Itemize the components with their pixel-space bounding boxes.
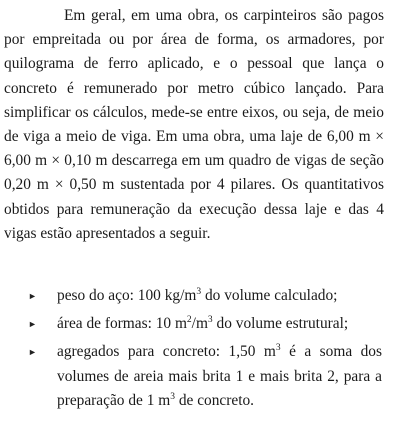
item-text: de concreto. bbox=[174, 391, 255, 409]
item-text: do volume calculado; bbox=[201, 287, 338, 304]
list-item-form-area bbox=[0, 312, 382, 336]
list-item-aggregates bbox=[0, 340, 382, 413]
item-text: do volume estrutural; bbox=[212, 315, 349, 333]
item-text: agregados para concreto: 1,50 m bbox=[57, 343, 276, 361]
superscript: 3 bbox=[170, 391, 175, 402]
intro-paragraph: Em geral, em uma obra, os carpinteiros são pagos por empreitada ou por área de forma, os armadores, por quilograma de ferro aplicado, e o pessoal que lança o concreto é remunerado por metro cúbico lançado. Para simplificar os cálculos, mede-se entre eixos, ou seja, de meio de viga a meio de viga. Em uma obra, uma laje de 6,00 m × 6,00 m × 0,10 m descarrega em um quadro de vigas de seção 0,20 m × 0,50 m sustentada por 4 pilares. Os quantitativos obtidos para remuneração da execução dessa laje e das 4 vigas estão apresentados a seguir. bbox=[4, 7, 384, 242]
superscript: 3 bbox=[196, 287, 202, 297]
item-text: área de formas: 10 m bbox=[57, 315, 187, 333]
triangle-bullet-icon: ► bbox=[28, 319, 37, 330]
list-item-steel-weight bbox=[0, 284, 382, 308]
item-text: /m bbox=[191, 315, 208, 333]
quantities-list bbox=[0, 284, 390, 417]
superscript: 3 bbox=[275, 343, 281, 354]
superscript: 2 bbox=[186, 315, 192, 326]
triangle-bullet-icon: ► bbox=[28, 291, 37, 301]
item-text: peso do aço: 100 kg/m bbox=[57, 287, 197, 304]
superscript: 3 bbox=[207, 315, 213, 326]
triangle-bullet-icon: ► bbox=[28, 347, 37, 358]
item-text: é a soma dos volumes de areia mais brita 1 e mais brita 2, para a preparação de 1 m bbox=[57, 343, 382, 409]
